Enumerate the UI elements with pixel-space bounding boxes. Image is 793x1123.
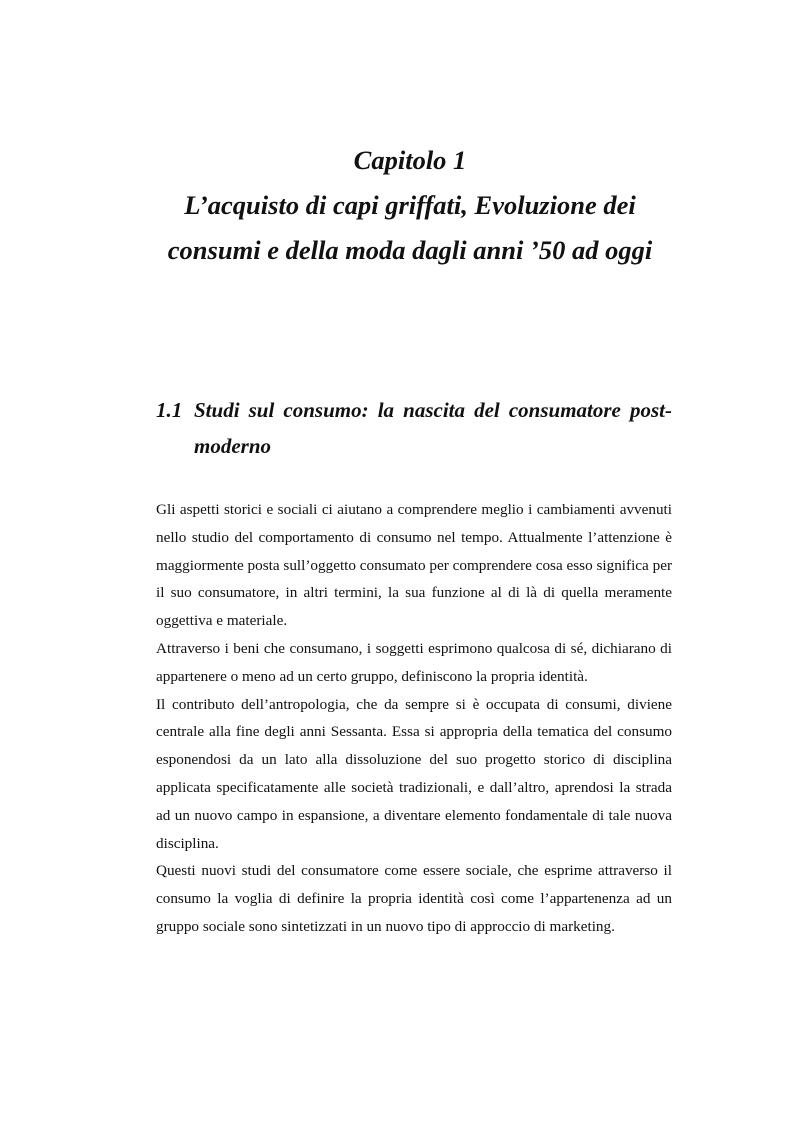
paragraph: Attraverso i beni che consumano, i soggetti esprimono qualcosa di sé, dichiarano di appartenere o meno ad un certo gruppo, definiscono la propria identità. [156,639,672,685]
paragraph: Il contributo dell’antropologia, che da sempre si è occupata di consumi, diviene centrale alla fine degli anni Sessanta. Essa si appropria della tematica del consumo esponendosi da un lato alla dissoluzione del suo progetto storico di disciplina applicata specificatamente alle società tradizionali, e dall’altro, aprendosi la strada ad un nuovo campo in espansione, a diventare elemento fondamentale di tale nuova disciplina. [156,695,672,852]
chapter-title-line-1: L’acquisto di capi griffati, Evoluzione dei [184,190,636,220]
section-title: Studi sul consumo: la nascita del consumatore post-moderno [194,398,672,458]
paragraph: Questi nuovi studi del consumatore come essere sociale, che esprime attraverso il consumo la voglia di definire la propria identità così come l’appartenenza ad un gruppo sociale sono sintetizzati in un nuovo tipo di approccio di marketing. [156,862,672,935]
section-heading [156,392,672,464]
chapter-title-line-2: consumi e della moda dagli anni ’50 ad oggi [167,235,653,265]
body-text [156,496,672,941]
paragraph: Gli aspetti storici e sociali ci aiutano a comprendere meglio i cambiamenti avvenuti nello studio del comportamento di consumo nel tempo. Attualmente l’attenzione è maggiormente posta sull’oggetto consumato per comprendere cosa esso significa per il suo consumatore, in altri termini, la sua funzione al di là di quella meramente oggettiva e materiale. [156,501,672,630]
chapter-heading [100,138,720,273]
section-number: 1.1 [156,398,183,422]
chapter-label: Capitolo 1 [353,145,467,175]
